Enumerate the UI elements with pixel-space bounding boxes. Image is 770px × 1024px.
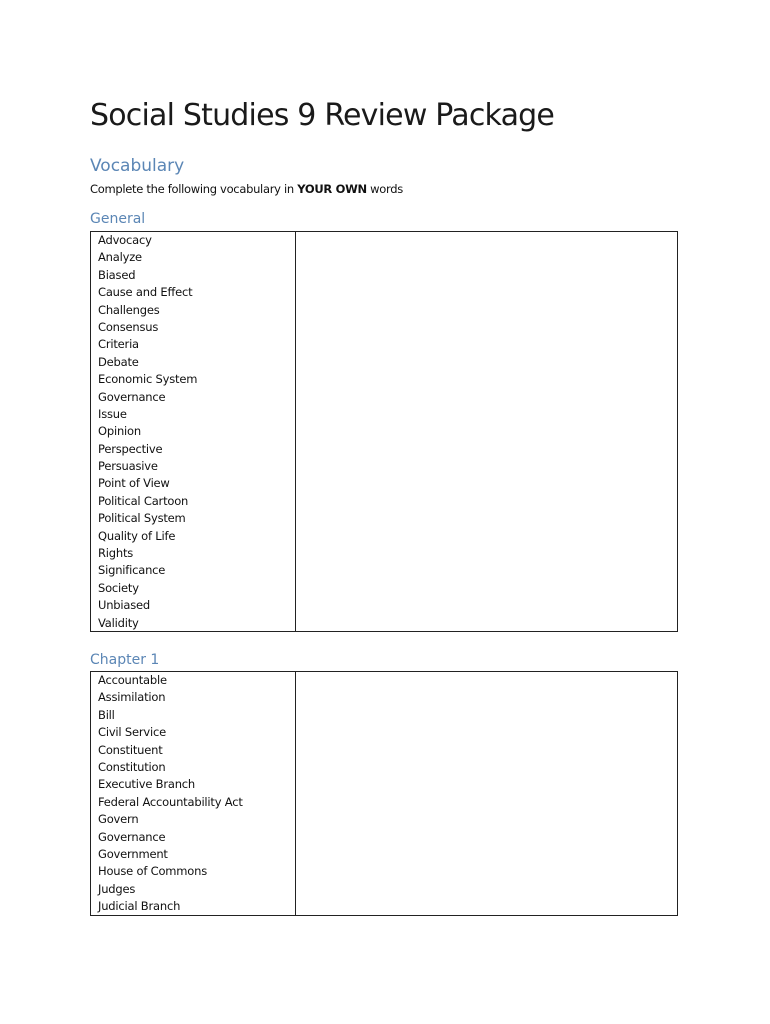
vocab-term: Rights — [98, 546, 134, 561]
vocab-term: Validity — [98, 615, 139, 630]
vocab-term: Economic System — [98, 372, 198, 387]
vocab-term: Accountable — [98, 673, 167, 687]
general-terms-column — [91, 232, 296, 631]
vocab-term: Challenges — [98, 302, 160, 317]
vocab-term: Quality of Life — [98, 528, 176, 543]
chapter1-heading: Chapter 1 — [90, 652, 160, 668]
vocab-term: Opinion — [98, 424, 141, 439]
general-heading: General — [90, 211, 146, 227]
vocab-term: House of Commons — [98, 864, 208, 879]
general-definition-field[interactable] — [296, 232, 677, 631]
vocab-term: Assimilation — [98, 690, 166, 705]
vocab-term: Govern — [98, 812, 139, 827]
vocab-term: Point of View — [98, 476, 170, 491]
vocab-term: Analyze — [98, 250, 142, 265]
vocab-term: Political Cartoon — [98, 493, 189, 508]
general-vocab-table — [90, 231, 678, 632]
vocab-term: Executive Branch — [98, 777, 196, 792]
vocab-term: Governance — [98, 829, 166, 844]
chapter1-vocab-table — [90, 671, 678, 916]
vocab-term: Bill — [98, 707, 115, 722]
vocab-term: Unbiased — [98, 598, 151, 613]
chapter1-terms-column — [91, 672, 296, 915]
vocabulary-heading: Vocabulary — [90, 156, 185, 176]
vocab-term: Government — [98, 846, 168, 861]
chapter1-definition-field[interactable] — [296, 672, 677, 915]
vocab-term: Constitution — [98, 759, 166, 774]
vocab-term: Civil Service — [98, 725, 166, 740]
vocab-term: Cause and Effect — [98, 285, 193, 300]
vocab-term: Perspective — [98, 441, 163, 456]
instructions-text-end: words — [366, 182, 403, 196]
vocab-term: Debate — [98, 354, 139, 369]
vocab-term: Persuasive — [98, 459, 158, 474]
vocab-term: Biased — [98, 267, 136, 282]
vocab-term: Advocacy — [98, 233, 152, 247]
page-title: Social Studies 9 Review Package — [90, 98, 555, 133]
vocab-term: Consensus — [98, 319, 159, 334]
vocab-term: Federal Accountability Act — [98, 794, 243, 809]
instructions-emphasis: YOUR OWN — [297, 182, 367, 196]
vocab-term: Issue — [98, 406, 127, 421]
instructions-text: Complete the following vocabulary in — [90, 182, 298, 196]
vocab-term: Society — [98, 580, 139, 595]
vocab-term: Judicial Branch — [98, 899, 181, 914]
vocab-term: Judges — [98, 881, 136, 896]
vocab-term: Criteria — [98, 337, 139, 352]
vocab-term: Governance — [98, 389, 166, 404]
vocab-term: Political System — [98, 511, 186, 526]
vocab-term: Constituent — [98, 742, 163, 757]
vocab-term: Significance — [98, 563, 166, 578]
vocabulary-instructions — [90, 180, 403, 198]
